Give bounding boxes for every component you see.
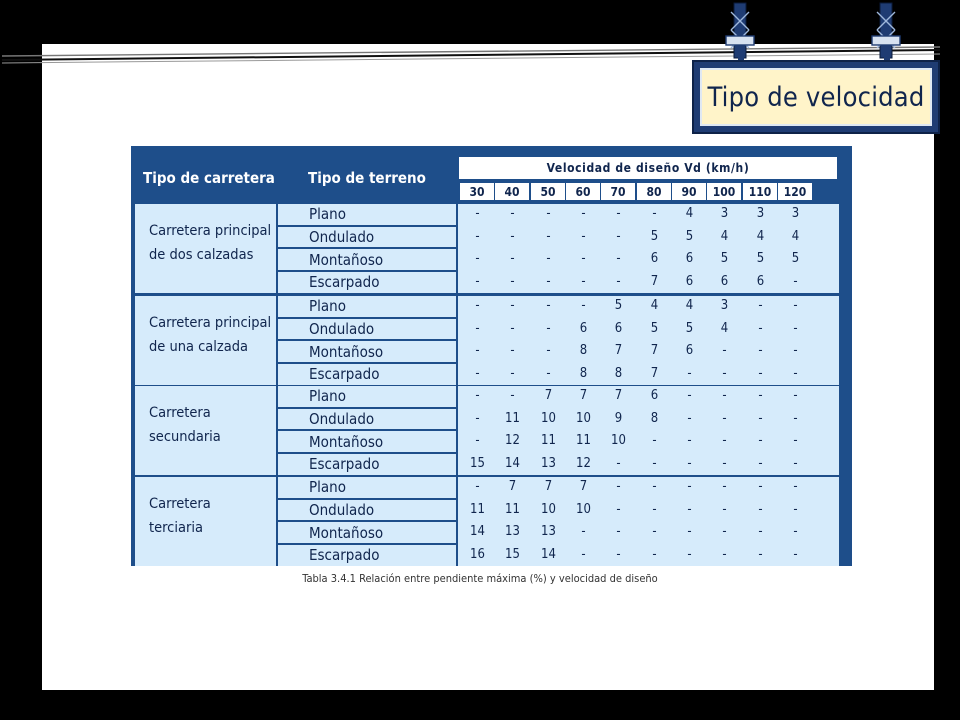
table-value: 4 [650, 298, 659, 313]
road-type-label [149, 401, 221, 449]
table-value: - [546, 298, 551, 313]
table-value: 7 [508, 479, 517, 494]
road-type-line: de una calzada [149, 339, 249, 355]
table-value: - [546, 366, 551, 382]
road-type-line: Carretera [149, 405, 211, 421]
terrain-cell: Ondulado [278, 227, 456, 248]
table-value: - [722, 410, 727, 426]
table-value: 12 [576, 456, 591, 472]
table-value: - [652, 501, 657, 517]
table-value: - [616, 547, 621, 563]
table-value: - [475, 433, 480, 449]
terrain-cell: Plano [278, 477, 456, 498]
table-value: - [758, 479, 763, 494]
table-value: 8 [579, 343, 588, 359]
table-value: 4 [756, 228, 765, 244]
table-value: - [510, 274, 515, 290]
table-value: 8 [614, 366, 623, 382]
table-value: 9 [614, 410, 623, 426]
table-value: - [581, 547, 586, 563]
road-type-label [149, 219, 271, 267]
table-value: - [475, 410, 480, 426]
table-value: 4 [791, 228, 800, 244]
table-value: 7 [544, 479, 553, 494]
table-value: - [722, 433, 727, 449]
table-value: - [475, 366, 480, 382]
table-value: - [581, 228, 586, 244]
table-value: - [652, 433, 657, 449]
table-value: - [793, 479, 798, 494]
table-value: - [616, 524, 621, 540]
terrain-cell: Ondulado [278, 500, 456, 521]
table-value: 15 [470, 456, 485, 472]
table-value: - [510, 320, 515, 336]
table-value: 8 [579, 366, 588, 382]
road-type-line: terciaria [149, 520, 203, 536]
table-value: - [510, 298, 515, 313]
table-value: 6 [756, 274, 765, 290]
speed-header-cell: 50 [531, 183, 565, 200]
table-value: - [546, 320, 551, 336]
title-card-inner [700, 68, 932, 126]
table-value: - [475, 298, 480, 313]
table-value: - [722, 343, 727, 359]
table-value: - [475, 251, 480, 267]
table-value: - [722, 388, 727, 403]
table-value: - [546, 343, 551, 359]
table-value: 5 [614, 298, 623, 313]
terrain-cell: Montañoso [278, 341, 456, 362]
table-value: 6 [614, 320, 623, 336]
table-value: - [510, 251, 515, 267]
table-value: 15 [505, 547, 520, 563]
table-value: - [687, 366, 692, 382]
table-value: - [793, 410, 798, 426]
table-value: - [616, 274, 621, 290]
table-value: 6 [650, 251, 659, 267]
table-value: 10 [576, 410, 591, 426]
table-value: - [546, 206, 551, 221]
table-value: 6 [579, 320, 588, 336]
table-value: - [793, 343, 798, 359]
table-value: - [793, 433, 798, 449]
table-value: 13 [505, 524, 520, 540]
table-value: 5 [685, 228, 694, 244]
table-value: 5 [791, 251, 800, 267]
table-value: 4 [720, 320, 729, 336]
table-value: - [758, 547, 763, 563]
road-type-label [149, 492, 211, 540]
table-value: - [793, 501, 798, 517]
table-value: - [687, 456, 692, 472]
table-value: - [687, 524, 692, 540]
terrain-cell: Ondulado [278, 409, 456, 430]
table-value: - [616, 479, 621, 494]
table-value: - [475, 343, 480, 359]
table-value: - [581, 274, 586, 290]
table-value: - [758, 501, 763, 517]
table-value: - [758, 456, 763, 472]
table-value: 4 [685, 298, 694, 313]
table-value: - [722, 547, 727, 563]
table-value: - [581, 206, 586, 221]
header-road-type: Tipo de carretera [143, 169, 275, 187]
slide-title: Tipo de velocidad [707, 81, 925, 113]
table-value: 12 [505, 433, 520, 449]
table-value: - [475, 388, 480, 403]
road-type-line: Carretera principal [149, 223, 272, 239]
terrain-cell: Escarpado [278, 454, 456, 475]
header-design-speed: Velocidad de diseño Vd (km/h) [459, 157, 837, 179]
table-value: 7 [579, 388, 588, 403]
table-value: - [793, 524, 798, 540]
table-value: 7 [650, 343, 659, 359]
header-terrain-type: Tipo de terreno [308, 169, 426, 187]
table-value: 10 [541, 410, 556, 426]
speed-header-cell: 120 [778, 183, 812, 200]
table-value: - [793, 320, 798, 336]
table-value: - [510, 206, 515, 221]
table-value: 3 [791, 206, 800, 221]
table-value: - [510, 228, 515, 244]
table-value: - [616, 228, 621, 244]
table-value: - [546, 251, 551, 267]
road-type-line: de dos calzadas [149, 247, 254, 263]
table-value: - [687, 433, 692, 449]
table-value: - [793, 274, 798, 290]
speed-header-cell: 40 [495, 183, 529, 200]
speed-header-cell: 30 [460, 183, 494, 200]
table-value: 3 [720, 298, 729, 313]
table-value: - [581, 524, 586, 540]
table-value: - [652, 206, 657, 221]
terrain-cell: Montañoso [278, 249, 456, 270]
table-value: - [616, 251, 621, 267]
table-value: - [616, 501, 621, 517]
table-value: - [475, 320, 480, 336]
table-value: - [510, 366, 515, 382]
table-value: - [722, 456, 727, 472]
table-value: 14 [541, 547, 556, 563]
table-value: 11 [470, 501, 485, 517]
road-type-line: secundaria [149, 429, 221, 445]
table-value: - [475, 479, 480, 494]
table-value: 13 [541, 524, 556, 540]
table-value: 7 [579, 479, 588, 494]
table-value: - [758, 320, 763, 336]
terrain-cell: Escarpado [278, 272, 456, 293]
speed-header-cell: 100 [707, 183, 741, 200]
table-value: - [758, 433, 763, 449]
table-value: - [758, 524, 763, 540]
terrain-cell: Montañoso [278, 522, 456, 543]
table-value: 6 [685, 343, 694, 359]
table-value: - [510, 343, 515, 359]
table-value: 5 [650, 320, 659, 336]
table-value: 7 [614, 388, 623, 403]
table-value: 6 [720, 274, 729, 290]
speed-header-cell: 110 [743, 183, 777, 200]
table-value: 5 [720, 251, 729, 267]
title-card [692, 60, 940, 134]
road-type-label [149, 311, 271, 359]
table-value: 5 [650, 228, 659, 244]
speed-header-cell: 60 [566, 183, 600, 200]
table-value: - [475, 228, 480, 244]
table-value: - [687, 501, 692, 517]
table-value: - [475, 206, 480, 221]
table-value: - [616, 206, 621, 221]
table-value: 11 [505, 501, 520, 517]
table-value: 14 [470, 524, 485, 540]
table-value: 5 [685, 320, 694, 336]
table-value: - [758, 410, 763, 426]
table-value: 7 [614, 343, 623, 359]
table-value: 8 [650, 410, 659, 426]
table-value: - [581, 298, 586, 313]
table-value: 11 [576, 433, 591, 449]
table-value: 6 [685, 274, 694, 290]
table-value: - [758, 388, 763, 403]
terrain-cell: Plano [278, 386, 456, 407]
table-value: - [687, 547, 692, 563]
road-type-line: Carretera [149, 496, 211, 512]
table-value: 10 [576, 501, 591, 517]
table-value: - [758, 343, 763, 359]
terrain-cell: Plano [278, 204, 456, 225]
table-value: - [758, 366, 763, 382]
table-value: 6 [650, 388, 659, 403]
table-value: 6 [685, 251, 694, 267]
table-value: - [510, 388, 515, 403]
table-value: - [652, 456, 657, 472]
table-value: 3 [720, 206, 729, 221]
table-value: 4 [720, 228, 729, 244]
terrain-cell: Montañoso [278, 431, 456, 452]
table-value: - [722, 479, 727, 494]
table-value: 16 [470, 547, 485, 563]
table-value: - [652, 547, 657, 563]
table-value: 11 [505, 410, 520, 426]
table-value: 11 [541, 433, 556, 449]
table-value: 7 [650, 366, 659, 382]
table-value: 7 [544, 388, 553, 403]
table-value: - [722, 524, 727, 540]
table-value: - [793, 366, 798, 382]
table-value: 13 [541, 456, 556, 472]
table-value: - [475, 274, 480, 290]
table-value: - [793, 298, 798, 313]
table-value: - [722, 366, 727, 382]
table-value: - [793, 456, 798, 472]
table-value: - [793, 547, 798, 563]
terrain-cell: Ondulado [278, 319, 456, 340]
terrain-cell: Escarpado [278, 364, 456, 385]
speed-header-cell: 90 [672, 183, 706, 200]
table-value: 3 [756, 206, 765, 221]
table-value: - [687, 479, 692, 494]
table-value: 4 [685, 206, 694, 221]
table-value: - [758, 298, 763, 313]
speed-header-cell: 80 [637, 183, 671, 200]
table-value: 10 [541, 501, 556, 517]
table-caption: Tabla 3.4.1 Relación entre pendiente máxima (%) y velocidad de diseño [302, 572, 658, 585]
table-value: - [616, 456, 621, 472]
table-value: - [546, 274, 551, 290]
table-value: - [687, 410, 692, 426]
table-value: - [793, 388, 798, 403]
table-value: 10 [611, 433, 626, 449]
table-value: 14 [505, 456, 520, 472]
table-value: 5 [756, 251, 765, 267]
table-value: - [652, 524, 657, 540]
terrain-cell: Plano [278, 296, 456, 317]
terrain-cell: Escarpado [278, 545, 456, 566]
table-value: - [546, 228, 551, 244]
table-value: - [581, 251, 586, 267]
table-value: - [722, 501, 727, 517]
table-value: - [652, 479, 657, 494]
table-value: - [687, 388, 692, 403]
speed-header-cell: 70 [601, 183, 635, 200]
road-type-line: Carretera principal [149, 315, 272, 331]
table-value: 7 [650, 274, 659, 290]
speed-slope-table [131, 146, 852, 566]
